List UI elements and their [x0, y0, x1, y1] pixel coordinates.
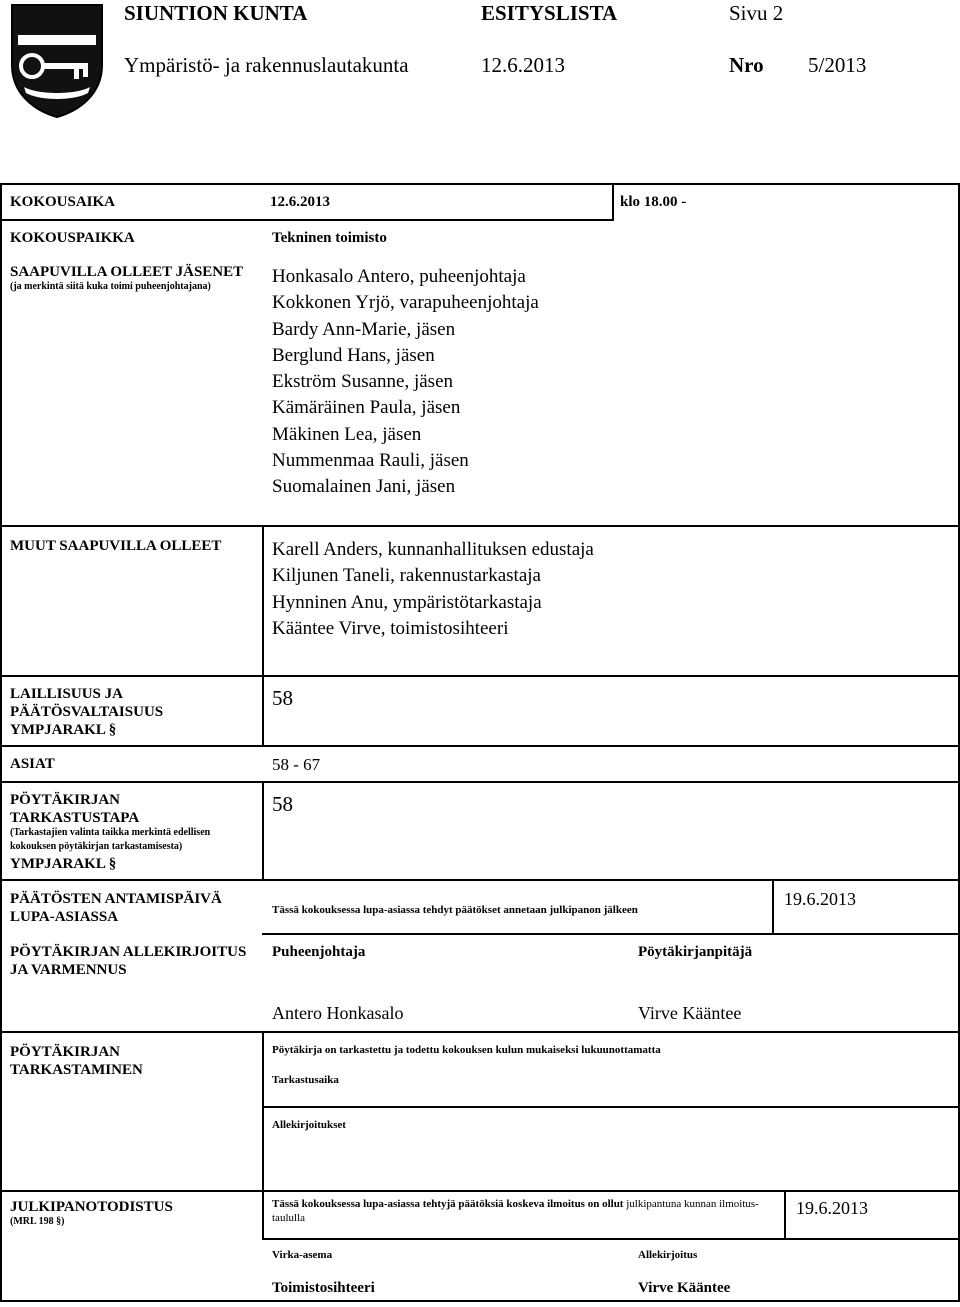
- meeting-time-clock: klo 18.00 -: [620, 194, 687, 210]
- chair-name: Antero Honkasalo: [272, 1003, 404, 1023]
- review-method-section-label: YMPJARAKL §: [10, 856, 117, 872]
- column-divider-top: [612, 183, 614, 221]
- list-item: Suomalainen Jani, jäsen: [272, 476, 456, 498]
- chair-label: Puheenjohtaja: [272, 944, 366, 960]
- column-divider: [262, 781, 264, 881]
- members-sublabel: (ja merkintä siitä kuka toimi puheenjohtajana): [10, 281, 211, 292]
- others-list: [272, 537, 594, 642]
- column-divider: [262, 675, 264, 747]
- secretary-label: Pöytäkirjanpitäjä: [638, 944, 753, 960]
- review-label: PÖYTÄKIRJAN TARKASTAMINEN: [10, 1044, 143, 1078]
- list-item: Hynninen Anu, ympäristötarkastaja: [272, 591, 542, 613]
- row-divider: [0, 879, 960, 881]
- row-divider: [0, 675, 960, 677]
- row-divider: [0, 781, 960, 783]
- review-method-value: 58: [272, 792, 293, 816]
- notice-text: Tässä kokouksessa lupa-asiassa tehtyjä päätöksiä koskeva ilmoitus on ollut julkipantuna kunnan ilmoitus- taululla: [272, 1198, 759, 1224]
- municipal-coat-of-arms-logo: [8, 3, 106, 119]
- column-divider: [772, 879, 774, 935]
- items-label: ASIAT: [10, 756, 55, 772]
- list-item: Kokkonen Yrjö, varapuheenjohtaja: [272, 292, 539, 314]
- notice-sublabel: (MRL 198 §): [10, 1216, 65, 1227]
- decision-date-text: Tässä kokouksessa lupa-asiassa tehdyt päätökset annetaan julkipanon jälkeen: [272, 904, 638, 916]
- notice-label: JULKIPANOTODISTUS: [10, 1199, 173, 1215]
- meeting-date-header: 12.6.2013: [481, 53, 565, 77]
- row-divider: [0, 1031, 960, 1033]
- number-label: Nro: [729, 53, 764, 77]
- legality-label: LAILLISUUS JA PÄÄTÖSVALTAISUUS YMPJARAKL §: [10, 686, 164, 738]
- meeting-place-value: Tekninen toimisto: [272, 230, 387, 246]
- decision-date-label: PÄÄTÖSTEN ANTAMISPÄIVÄ LUPA-ASIASSA: [10, 891, 222, 925]
- column-divider: [262, 1190, 264, 1240]
- row-divider: [0, 745, 960, 747]
- table-left-border: [0, 183, 2, 1302]
- items-value: 58 - 67: [272, 755, 321, 774]
- signatures-label: PÖYTÄKIRJAN ALLEKIRJOITUS JA VARMENNUS: [10, 944, 247, 978]
- decision-date-value: 19.6.2013: [784, 889, 856, 909]
- list-item: Mäkinen Lea, jäsen: [272, 423, 422, 445]
- members-list: [272, 264, 539, 501]
- members-label: SAAPUVILLA OLLEET JÄSENET: [10, 264, 244, 280]
- signature-label: Allekirjoitus: [638, 1249, 698, 1261]
- others-label: MUUT SAAPUVILLA OLLEET: [10, 538, 222, 554]
- review-signatures-label: Allekirjoitukset: [272, 1119, 346, 1131]
- list-item: Nummenmaa Rauli, jäsen: [272, 450, 469, 472]
- legality-value: 58: [272, 686, 293, 710]
- row-divider: [262, 1106, 960, 1108]
- notice-date: 19.6.2013: [796, 1198, 868, 1218]
- review-method-label: PÖYTÄKIRJAN TARKASTUSTAPA: [10, 792, 140, 826]
- document-type: ESITYSLISTA: [481, 1, 618, 25]
- meeting-time-date: 12.6.2013: [270, 194, 330, 210]
- column-divider: [784, 1190, 786, 1240]
- column-divider: [262, 525, 264, 675]
- column-divider: [262, 1031, 264, 1192]
- list-item: Bardy Ann-Marie, jäsen: [272, 318, 456, 340]
- list-item: Honkasalo Antero, puheenjohtaja: [272, 266, 526, 287]
- list-item: Kämäräinen Paula, jäsen: [272, 397, 461, 419]
- position-label: Virka-asema: [272, 1249, 333, 1261]
- signature-value: Virve Kääntee: [638, 1280, 731, 1296]
- board-name: Ympäristö- ja rakennuslautakunta: [124, 53, 409, 77]
- list-item: Ekström Susanne, jäsen: [272, 371, 454, 393]
- number-value: 5/2013: [808, 53, 867, 77]
- list-item: Karell Anders, kunnanhallituksen edustaja: [272, 539, 594, 560]
- review-text: Pöytäkirja on tarkastettu ja todettu kokouksen kulun mukaiseksi lukuunottamatta: [272, 1044, 661, 1056]
- row-divider: [0, 525, 960, 527]
- review-method-sublabel: (Tarkastajien valinta taikka merkintä edellisen kokouksen pöytäkirjan tarkastamisesta): [10, 827, 211, 852]
- meeting-time-label: KOKOUSAIKA: [10, 194, 116, 210]
- row-divider: [0, 219, 612, 221]
- page-number: Sivu 2: [729, 1, 784, 25]
- list-item: Berglund Hans, jäsen: [272, 344, 435, 366]
- row-divider: [262, 1238, 960, 1240]
- position-value: Toimistosihteeri: [272, 1280, 375, 1296]
- municipality-name: SIUNTION KUNTA: [124, 1, 308, 25]
- row-divider: [0, 1190, 960, 1192]
- review-time-label: Tarkastusaika: [272, 1074, 339, 1086]
- table-bottom-border: [0, 1300, 960, 1302]
- secretary-name: Virve Kääntee: [638, 1003, 742, 1023]
- meeting-place-label: KOKOUSPAIKKA: [10, 230, 135, 246]
- list-item: Kääntee Virve, toimistosihteeri: [272, 617, 509, 639]
- table-top-border: [0, 183, 960, 185]
- list-item: Kiljunen Taneli, rakennustarkastaja: [272, 565, 541, 587]
- row-divider: [262, 933, 960, 935]
